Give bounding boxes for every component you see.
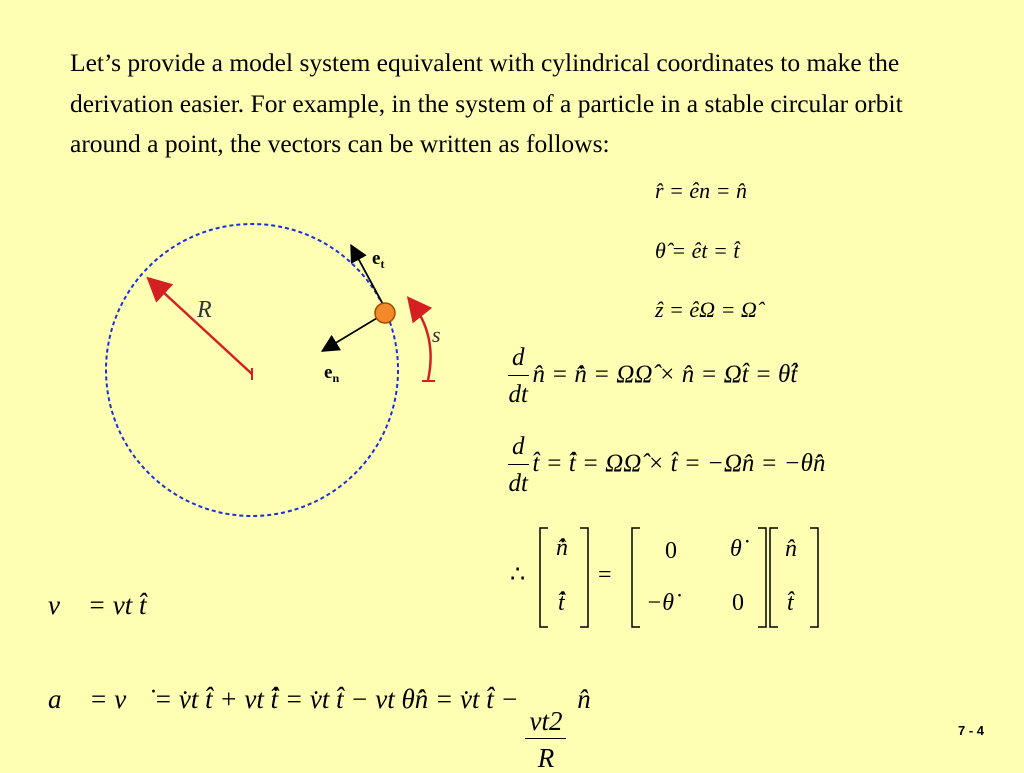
vt-squared: vt2 (525, 706, 566, 739)
arc-label: s (432, 322, 441, 347)
dt-denominator: dt (508, 381, 528, 408)
en-label: $e_n$ (324, 362, 340, 385)
radius-label: R (197, 297, 212, 323)
matrix-m12: θ̇ (730, 536, 742, 562)
acceleration-lhs: a⃗ = v⃗̇ = v̇t t̂ + vt t̂̇ = v̇t t̂ − vt θ̇n̂ = v̇t t̂ − (48, 684, 519, 714)
matrix-equals: = (598, 562, 612, 588)
radius-arrow (150, 280, 252, 374)
lhs-t-dot: t̂̇ (558, 590, 565, 616)
page-number: 7 - 4 (957, 723, 984, 738)
acceleration-tail: n̂ (577, 684, 591, 714)
d-numerator: d (508, 343, 529, 376)
basis-eq-theta: θ̂ = êt = t̂ (655, 238, 740, 263)
rhs-n: n̂ (785, 536, 797, 562)
derivative-t-rhs: t̂ = t̂̇ = ΩΩ̂ × t̂ = −Ωn̂ = −θ̇n̂ (532, 450, 826, 478)
intro-paragraph: Let’s provide a model system equivalent with cylindrical coordinates to make the derivation easier. For example, in the system of a particle in a stable circular orbit around a point, the vectors can be written as follows: (70, 48, 903, 158)
velocity-eq: v⃗ = vt t̂ (48, 590, 147, 620)
therefore-symbol: ∴ (510, 562, 526, 588)
radius-denominator: R (537, 743, 555, 773)
matrix-m22: 0 (732, 590, 744, 616)
en-arrow (324, 315, 382, 350)
arc-arrow (410, 300, 431, 380)
lhs-n-dot: n̂̇ (556, 535, 568, 561)
matrix-m21: −θ̇ (646, 590, 674, 616)
derivative-n-rhs: n̂ = n̂̇ = ΩΩ̂ × n̂ = Ωt̂ = θ̇t̂ (532, 361, 798, 389)
dt-denominator: dt (508, 470, 528, 497)
matrix-m11: 0 (665, 538, 677, 564)
rhs-t: t̂ (787, 590, 794, 616)
particle (375, 303, 395, 323)
basis-eq-z: ẑ = êΩ = Ω̂ (655, 297, 757, 322)
d-numerator: d (508, 432, 529, 465)
et-label: $e_t$ (372, 248, 385, 271)
basis-eq-r: r̂ = ên = n̂ (655, 178, 748, 203)
